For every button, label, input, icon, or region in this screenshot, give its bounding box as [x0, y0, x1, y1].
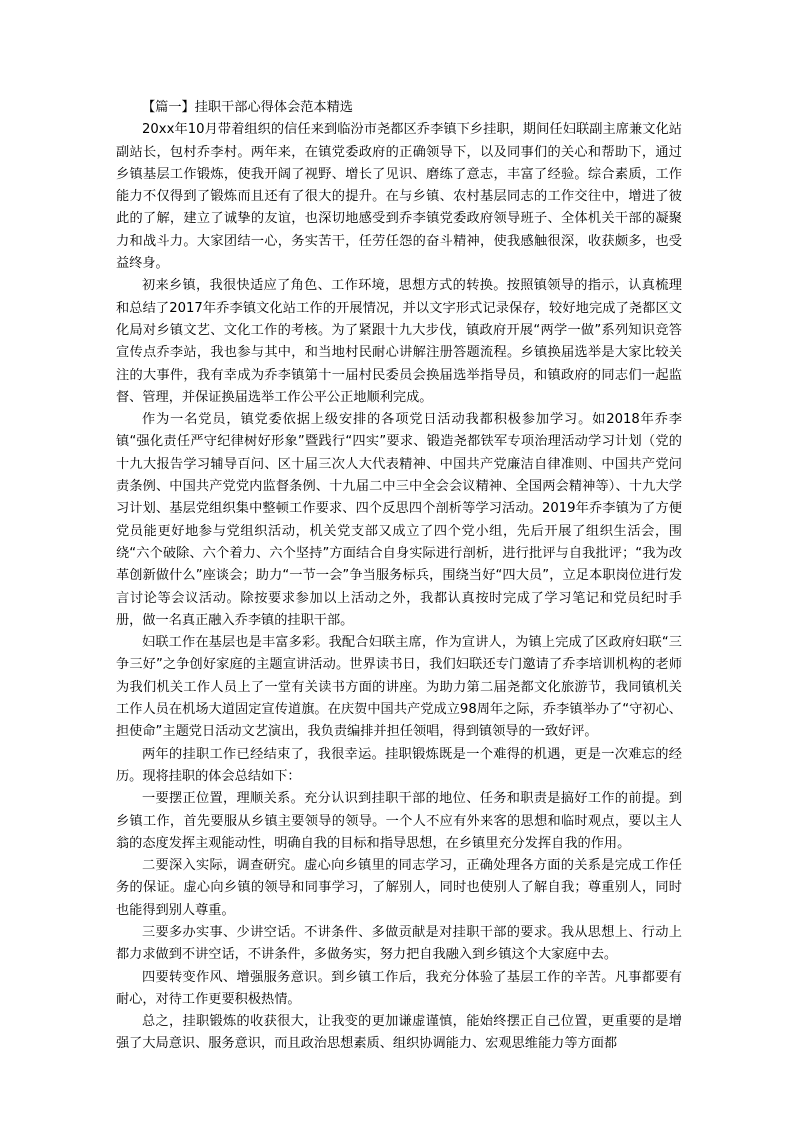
paragraph: 总之，挂职锻炼的收获很大，让我变的更加谦虚谨慎，能始终摆正自己位置，更重要的是增强了大局意识、服务意识，而且政治思想素质、组织协调能力、宏观思维能力等方面都 — [116, 1014, 682, 1052]
paragraph: 二要深入实际，调查研究。虚心向乡镇里的同志学习，正确处理各方面的关系是完成工作任务的保证。虚心向乡镇的领导和同事学习，了解别人，同时也使别人了解自我；尊重别人，同时也能得到别人尊重。 — [116, 858, 682, 918]
paragraph: 两年的挂职工作已经结束了，我很幸运。挂职锻炼既是一个难得的机遇，更是一次难忘的经历。现将挂职的体会总结如下： — [116, 746, 682, 784]
document-page — [116, 97, 682, 1056]
paragraph: 初来乡镇，我很快适应了角色、工作环境，思想方式的转换。按照镇领导的指示，认真梳理和总结了2017年乔李镇文化站工作的开展情况，并以文字形式记录保存，较好地完成了尧都区文化局对乡镇文艺、文化工作的考核。为了紧跟十九大步伐，镇政府开展“两学一做”系列知识竞答宣传点乔李站，我也参与其中，和当地村民耐心讲解注册答题流程。乡镇换届选举是大家比较关注的大事件，我有幸成为乔李镇第十一届村民委员会换届选举指导员，和镇政府的同志们一起监督、管理，并保证换届选举工作公平公正地顺利完成。 — [116, 278, 682, 405]
paragraph: 作为一名党员，镇党委依据上级安排的各项党日活动我都积极参加学习。如2018年乔李镇“强化责任严守纪律树好形象”暨践行“四实”要求、锻造尧都铁军专项治理活动学习计划（党的十九大报告学习辅导百问、区十届三次人大代表精神、中国共产党廉洁自律准则、中国共产党问责条例、中国共产党党内监督条例、十九届二中三中全会会议精神、全国两会精神等）、十九大学习计划、基层党组织集中整顿工作要求、四个反思四个剖析等学习活动。2019年乔李镇为了方便党员能更好地参与党组织活动，机关党支部又成立了四个党小组，先后开展了组织生活会，围绕“六个破除、六个着力、六个坚持”方面结合自身实际进行剖析，进行批评与自我批评；“我为改革创新做什么”座谈会；助力“一节一会”争当服务标兵，围绕当好“四大员”，立足本职岗位进行发言讨论等会议活动。除按要求参加以上活动之外，我都认真按时完成了学习笔记和党员纪时手册，做一名真正融入乔李镇的挂职干部。 — [116, 412, 682, 628]
paragraph: 一要摆正位置，理顺关系。充分认识到挂职干部的地位、任务和职责是搞好工作的前提。到乡镇工作，首先要服从乡镇主要领导的领导。一个人不应有外来客的思想和临时观点，要以主人翁的态度发挥主观能动性，明确自我的目标和指导思想，在乡镇里充分发挥自我的作用。 — [116, 791, 682, 851]
paragraph: 四要转变作风、增强服务意识。到乡镇工作后，我充分体验了基层工作的辛苦。凡事都要有耐心，对待工作更要积极热情。 — [116, 969, 682, 1007]
paragraph: 妇联工作在基层也是丰富多彩。我配合妇联主席，作为宣讲人，为镇上完成了区政府妇联“三争三好”之争创好家庭的主题宣讲活动。世界读书日，我们妇联还专门邀请了乔李培训机构的老师为我们机关工作人员上了一堂有关读书方面的讲座。为助力第二届尧都文化旅游节，我同镇机关工作人员在机场大道固定宣传道旗。在庆贺中国共产党成立98周年之际，乔李镇举办了“守初心、担使命”主题党日活动文艺演出，我负责编排并担任领唱，得到镇领导的一致好评。 — [116, 635, 682, 740]
paragraph: 三要多办实事、少讲空话。不讲条件、多做贡献是对挂职干部的要求。我从思想上、行动上都力求做到不讲空话，不讲条件，多做务实，努力把自我融入到乡镇这个大家庭中去。 — [116, 924, 682, 963]
paragraph: 20xx年10月带着组织的信任来到临汾市尧都区乔李镇下乡挂职，期间任妇联副主席兼文化站副站长，包村乔李村。两年来，在镇党委政府的正确领导下，以及同事们的关心和帮助下，通过乡镇基层工作锻炼，使我开阔了视野、增长了见识、磨练了意志，丰富了经验。综合素质，工作能力不仅得到了锻炼而且还有了很大的提升。在与乡镇、农村基层同志的工作交往中，增进了彼此的了解，建立了诚挚的友谊，也深切地感受到乔李镇党委政府领导班子、全体机关干部的凝聚力和战斗力。大家团结一心，务实苦干，任劳任怨的奋斗精神，使我感触很深，收获颇多，也受益终身。 — [116, 122, 682, 272]
document-title: 【篇一】挂职干部心得体会范本精选 — [142, 100, 353, 115]
